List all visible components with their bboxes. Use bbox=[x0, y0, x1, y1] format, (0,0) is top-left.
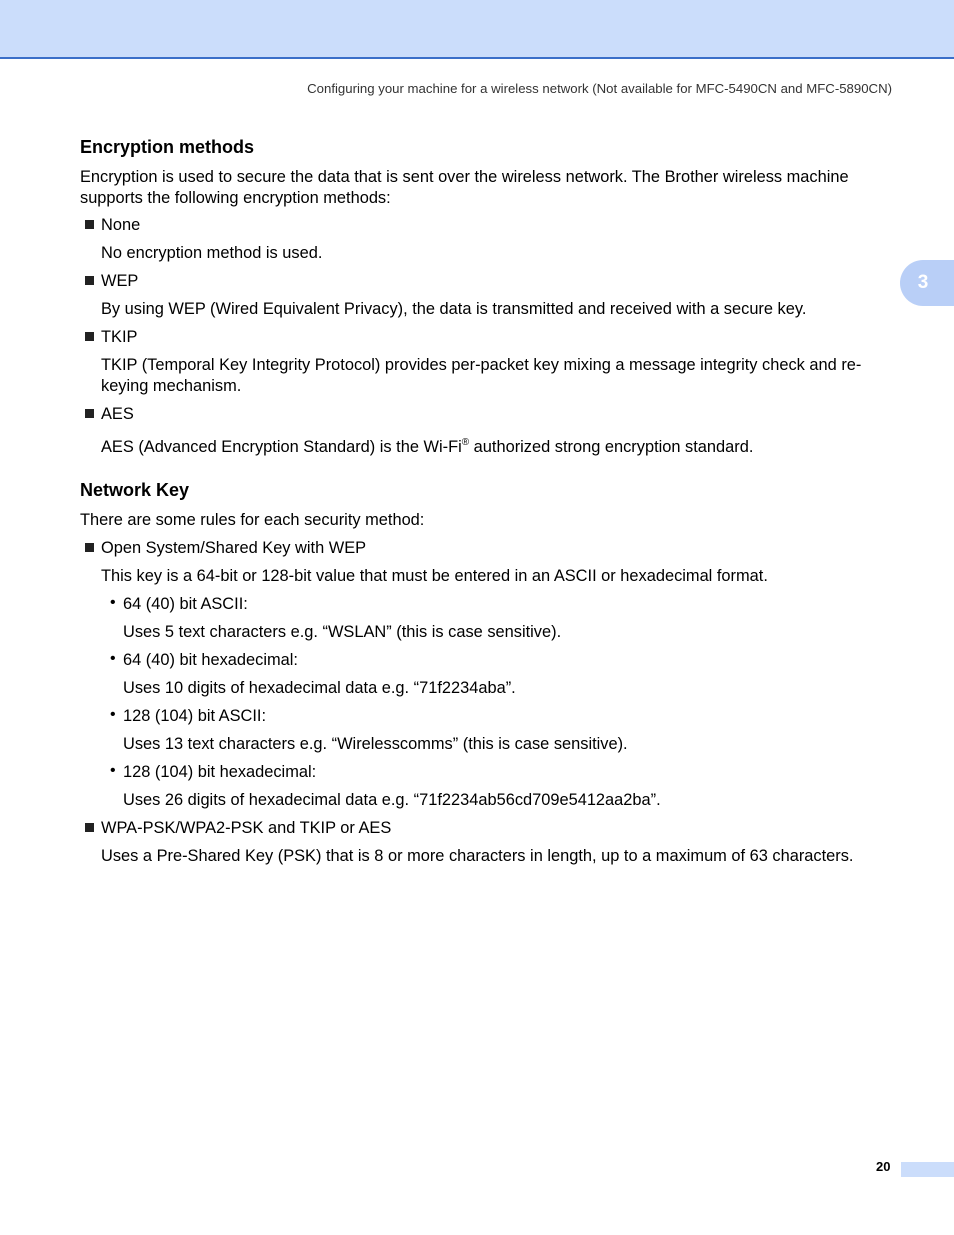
encryption-intro: Encryption is used to secure the data that is sent over the wireless network. The Brother wireless machine supports the following encryption methods: bbox=[80, 168, 849, 207]
registered-mark: ® bbox=[461, 437, 470, 448]
item-desc: TKIP (Temporal Key Integrity Protocol) provides per-packet key mixing a message integrity check and re-keying mechanism. bbox=[101, 356, 862, 395]
item-label: AES bbox=[101, 405, 134, 423]
square-bullet-icon bbox=[85, 332, 94, 341]
sub-item-label: 64 (40) bit hexadecimal: bbox=[123, 651, 298, 669]
round-bullet-icon: • bbox=[110, 594, 116, 611]
sub-item-desc: Uses 13 text characters e.g. “Wirelesscomms” (this is case sensitive). bbox=[123, 735, 628, 753]
round-bullet-icon: • bbox=[110, 706, 116, 723]
chapter-tab: 3 bbox=[900, 260, 954, 306]
square-bullet-icon bbox=[85, 276, 94, 285]
item-desc: By using WEP (Wired Equivalent Privacy), the data is transmitted and received with a secure key. bbox=[101, 300, 807, 318]
round-bullet-icon: • bbox=[110, 762, 116, 779]
item-label: Open System/Shared Key with WEP bbox=[101, 539, 367, 557]
network-key-intro: There are some rules for each security method: bbox=[80, 511, 425, 529]
square-bullet-icon bbox=[85, 823, 94, 832]
sub-item-label: 64 (40) bit ASCII: bbox=[123, 595, 248, 613]
item-desc: Uses a Pre-Shared Key (PSK) that is 8 or more characters in length, up to a maximum of 63 characters. bbox=[101, 847, 854, 865]
square-bullet-icon bbox=[85, 409, 94, 418]
square-bullet-icon bbox=[85, 543, 94, 552]
round-bullet-icon: • bbox=[110, 650, 116, 667]
item-desc: AES (Advanced Encryption Standard) is the Wi-Fi® authorized strong encryption standard. bbox=[101, 437, 754, 456]
sub-item-label: 128 (104) bit hexadecimal: bbox=[123, 763, 317, 781]
encryption-heading: Encryption methods bbox=[80, 137, 255, 157]
item-label: None bbox=[101, 216, 141, 234]
item-label: WPA-PSK/WPA2-PSK and TKIP or AES bbox=[101, 819, 392, 837]
running-header: Configuring your machine for a wireless network (Not available for MFC-5490CN and MFC-5890CN) bbox=[307, 81, 892, 96]
item-desc: This key is a 64-bit or 128-bit value that must be entered in an ASCII or hexadecimal format. bbox=[101, 567, 768, 585]
sub-item-desc: Uses 10 digits of hexadecimal data e.g. “71f2234aba”. bbox=[123, 679, 516, 697]
page-number-bar bbox=[901, 1162, 954, 1177]
header-band bbox=[0, 0, 954, 59]
item-label: WEP bbox=[101, 272, 139, 290]
item-desc: No encryption method is used. bbox=[101, 244, 323, 262]
item-label: TKIP bbox=[101, 328, 138, 346]
sub-item-desc: Uses 5 text characters e.g. “WSLAN” (this is case sensitive). bbox=[123, 623, 562, 641]
sub-item-desc: Uses 26 digits of hexadecimal data e.g. “71f2234ab56cd709e5412aa2ba”. bbox=[123, 791, 661, 809]
network-key-heading: Network Key bbox=[80, 480, 190, 500]
page-number: 20 bbox=[876, 1159, 891, 1174]
sub-item-label: 128 (104) bit ASCII: bbox=[123, 707, 267, 725]
square-bullet-icon bbox=[85, 220, 94, 229]
